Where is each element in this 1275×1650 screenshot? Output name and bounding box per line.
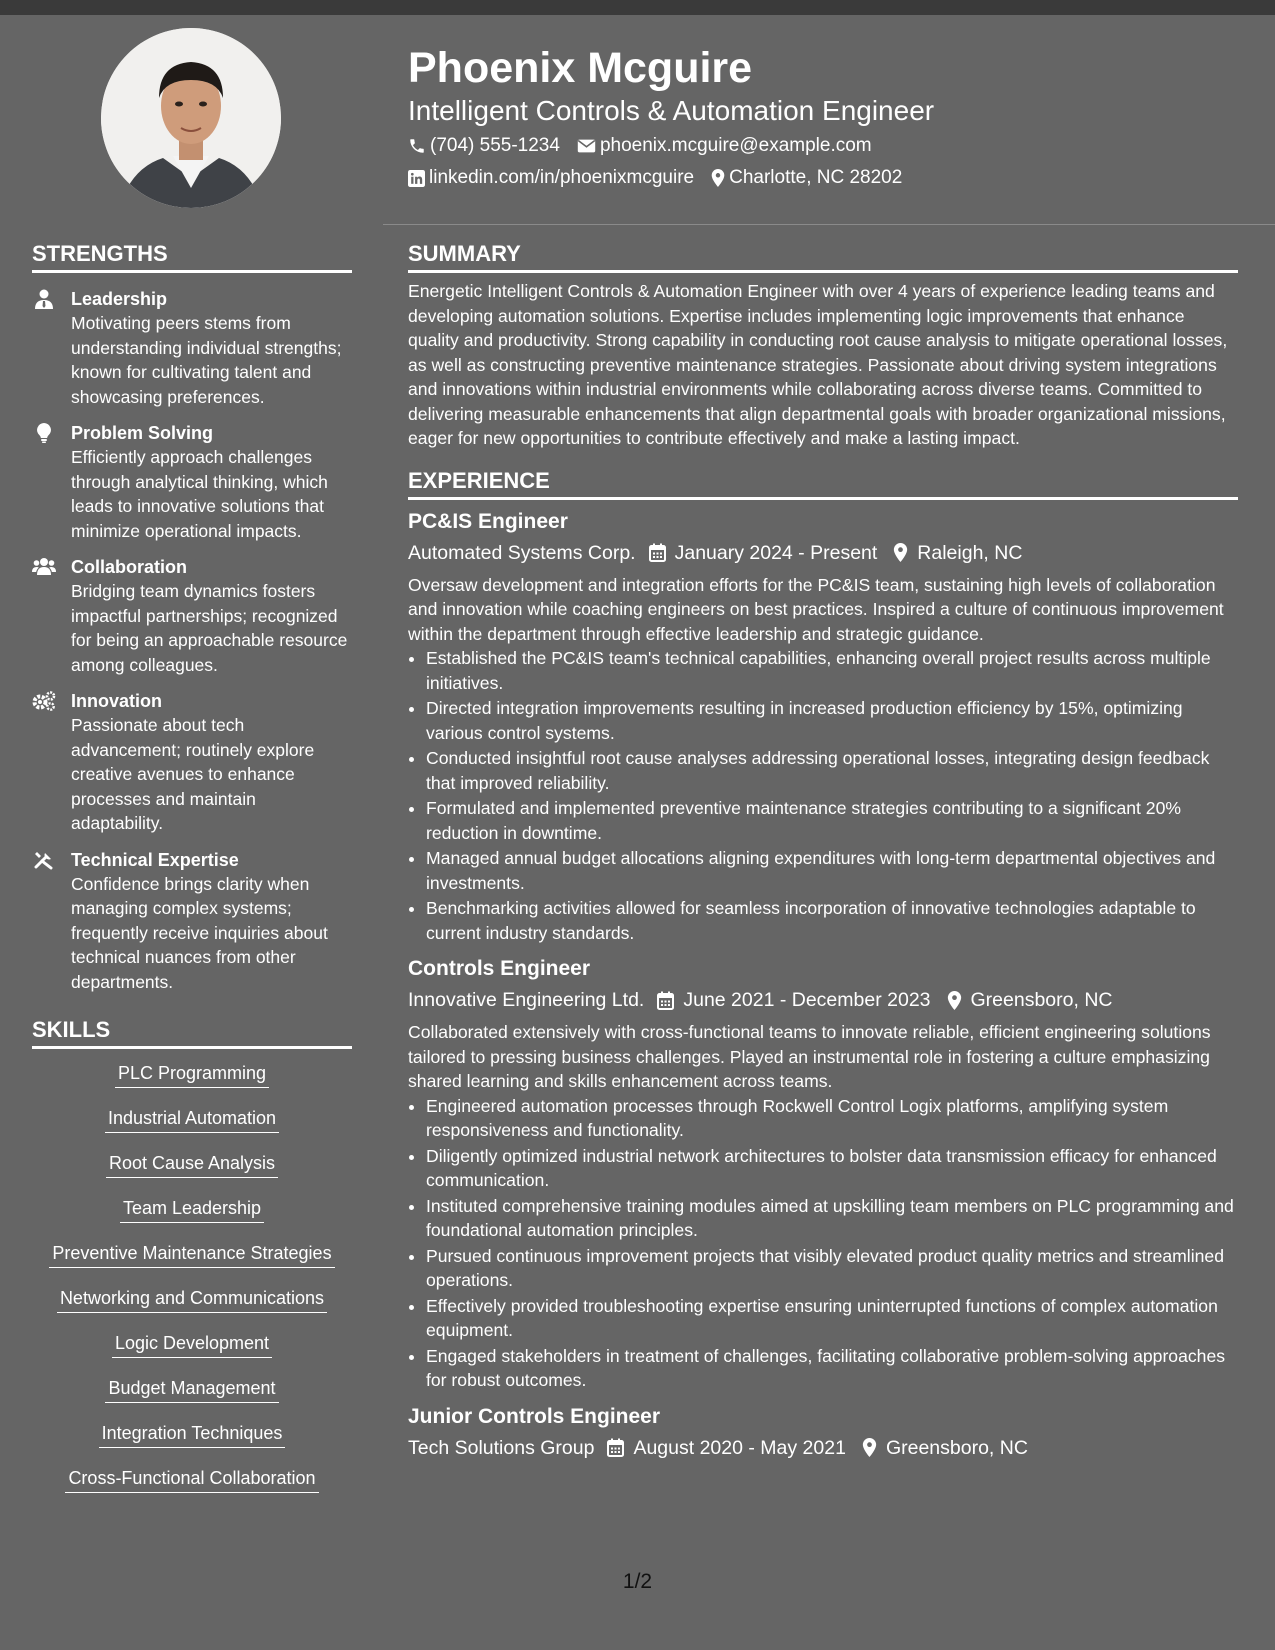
job-bullet: • Engineered automation processes through Rockwell Control Logix platforms, amplifying system responsiveness and functionality. — [426, 1094, 1238, 1143]
strength-title: Leadership — [71, 289, 168, 309]
skill-label: Networking and Communications — [57, 1286, 327, 1313]
job-company: Tech Solutions Group — [408, 1436, 595, 1459]
phone-item[interactable] — [408, 134, 560, 158]
strength-description: Passionate about tech advancement; routinely explore creative avenues to enhance processes and maintain adaptability. — [71, 715, 315, 833]
strength-description: Efficiently approach challenges through analytical thinking, which leads to innovative solutions that minimize operational impacts. — [71, 447, 328, 541]
skills-list — [32, 1055, 352, 1505]
location-text: Charlotte, NC 28202 — [729, 167, 903, 188]
skill-label: PLC Programming — [115, 1061, 269, 1088]
strength-item — [32, 689, 352, 836]
header-divider — [383, 224, 1275, 225]
job-dates: June 2021 - December 2023 — [683, 989, 931, 1011]
skill-label: Cross-Functional Collaboration — [65, 1466, 318, 1493]
strengths-heading: STRENGTHS — [32, 240, 352, 273]
job-bullet: • Directed integration improvements resulting in increased production efficiency by 15%, optimizing various control systems. — [426, 696, 1238, 745]
skill-label: Budget Management — [105, 1376, 278, 1403]
skill-label: Integration Techniques — [99, 1421, 286, 1448]
email-item[interactable] — [577, 134, 872, 158]
cogs-icon — [32, 691, 56, 711]
lightbulb-icon — [32, 423, 56, 443]
linkedin-item[interactable] — [408, 166, 694, 190]
strength-title: Innovation — [71, 691, 162, 711]
skill-label: Logic Development — [112, 1331, 272, 1358]
job-title: Controls Engineer — [408, 957, 591, 980]
job-location-item — [947, 987, 1113, 1013]
calendar-icon — [607, 1438, 624, 1457]
calendar-icon — [649, 543, 666, 562]
job-bullet: • Established the PC&IS team's technical capabilities, enhancing overall project results across multiple initiatives. — [426, 646, 1238, 695]
skill-item — [32, 1235, 352, 1280]
strength-item — [32, 421, 352, 543]
skill-item — [32, 1460, 352, 1505]
users-icon — [32, 557, 56, 577]
strength-title: Problem Solving — [71, 423, 214, 443]
linkedin-text: linkedin.com/in/phoenixmcguire — [429, 167, 695, 188]
job-title: PC&IS Engineer — [408, 509, 568, 533]
top-bar — [0, 0, 1275, 15]
job-bullet: • Managed annual budget allocations aligning expenditures with long-term departmental objectives and investments. — [426, 846, 1238, 895]
portrait-illustration — [101, 28, 281, 208]
email-text: phoenix.mcguire@example.com — [599, 135, 872, 156]
experience-heading: EXPERIENCE — [408, 467, 1238, 500]
phone-icon — [408, 137, 426, 155]
skill-label: Preventive Maintenance Strategies — [49, 1241, 334, 1268]
skill-item — [32, 1370, 352, 1415]
job-dates-item — [649, 540, 878, 566]
job-location-item — [862, 1435, 1028, 1461]
map-marker-icon — [947, 991, 962, 1010]
job-bullet: • Effectively provided troubleshooting expertise ensuring uninterrupted functions of complex automation equipment. — [426, 1294, 1238, 1343]
right-column — [408, 240, 1238, 1461]
strength-description: Motivating peers stems from understanding individual strengths; known for cultivating talent and showcasing preferences. — [71, 313, 342, 407]
job-dates-item — [657, 987, 930, 1013]
skill-item — [32, 1100, 352, 1145]
contact-row-1 — [408, 134, 889, 158]
job-location-item — [893, 540, 1022, 566]
strength-title: Technical Expertise — [71, 849, 239, 870]
job-entry — [408, 1403, 1238, 1461]
candidate-title: Intelligent Controls & Automation Engineer — [408, 95, 935, 126]
skill-item — [32, 1280, 352, 1325]
strength-title: Collaboration — [71, 557, 187, 577]
summary-text: Energetic Intelligent Controls & Automation Engineer with over 4 years of experience leading teams and developing automation solutions. Expertise includes implementing logic improvements that enhance quality and productivity. Strong capability in conducting root cause analysis to mitigate operational losses, as well as constructing preventive maintenance strategies. Passionate about driving system integrations and innovations within industrial environments while collaborating across diverse teams. Committed to delivering measurable enhancements that align departmental goals with broader organizational missions, eager for new opportunities to contribute effectively and make a lasting impact. — [408, 281, 1228, 448]
strength-item — [32, 848, 352, 995]
job-entry — [408, 508, 1238, 946]
job-location: Greensboro, NC — [970, 989, 1113, 1011]
map-marker-icon — [711, 169, 725, 187]
job-title: Junior Controls Engineer — [408, 1404, 661, 1428]
location-item — [711, 166, 902, 190]
job-bullet: • Conducted insightful root cause analyses addressing operational losses, integrating design feedback that improved reliability. — [426, 746, 1238, 795]
job-bullets — [408, 1094, 1238, 1393]
skill-label: Root Cause Analysis — [106, 1151, 278, 1178]
job-description: Collaborated extensively with cross-functional teams to innovate reliable, efficient engineering solutions tailored to pressing business challenges. Played an instrumental role in fostering a culture emphasizing shared learning and skills enhancement across teams. — [408, 1022, 1211, 1091]
job-location: Raleigh, NC — [917, 541, 1023, 564]
job-bullet: • Instituted comprehensive training modules aimed at upskilling team members on PLC programming and foundational automation principles. — [426, 1194, 1238, 1243]
job-company: Innovative Engineering Ltd. — [408, 989, 645, 1011]
skill-item — [32, 1325, 352, 1370]
summary-heading: SUMMARY — [408, 240, 1238, 273]
job-dates-item — [607, 1435, 845, 1461]
strength-description: Bridging team dynamics fosters impactful partnerships; recognized for being an approachable resource among colleagues. — [71, 581, 348, 675]
job-company: Automated Systems Corp. — [408, 541, 636, 564]
job-meta — [408, 540, 1238, 566]
phone-text: (704) 555-1234 — [430, 135, 560, 156]
strength-description: Confidence brings clarity when managing complex systems; frequently receive inquiries about technical nuances from other departments. — [71, 873, 328, 992]
job-bullet: • Benchmarking activities allowed for seamless incorporation of innovative technologies adaptable to current industry standards. — [426, 896, 1238, 945]
tools-icon — [32, 850, 56, 870]
envelope-icon — [577, 138, 596, 154]
job-bullet: • Pursued continuous improvement projects that visibly elevated product quality metrics and streamlined operations. — [426, 1244, 1238, 1293]
linkedin-icon — [408, 170, 425, 187]
job-meta — [408, 987, 1238, 1013]
skill-label: Team Leadership — [120, 1196, 264, 1223]
candidate-name: Phoenix Mcguire — [408, 44, 753, 92]
job-location: Greensboro, NC — [885, 1436, 1028, 1459]
job-meta — [408, 1435, 1238, 1461]
page-number: 1/2 — [622, 1570, 653, 1593]
skill-item — [32, 1145, 352, 1190]
job-description: Oversaw development and integration efforts for the PC&IS team, sustaining high levels of collaboration and innovation while coaching engineers on best practices. Inspired a culture of continuous improvement within the department through effective leadership and strategic guidance. — [408, 574, 1224, 644]
job-bullet: • Diligently optimized industrial network architectures to bolster data transmission efficacy for enhanced communication. — [426, 1144, 1238, 1193]
skill-item — [32, 1055, 352, 1100]
job-entry — [408, 955, 1238, 1393]
job-bullet: • Engaged stakeholders in treatment of challenges, facilitating collaborative problem-solving approaches for robust outcomes. — [426, 1344, 1238, 1393]
job-dates: August 2020 - May 2021 — [633, 1436, 846, 1459]
skill-item — [32, 1190, 352, 1235]
map-marker-icon — [893, 543, 908, 562]
left-column — [32, 240, 352, 1505]
skill-item — [32, 1415, 352, 1460]
skills-heading: SKILLS — [32, 1016, 352, 1049]
calendar-icon — [657, 991, 674, 1010]
job-dates: January 2024 - Present — [674, 541, 878, 564]
strength-item — [32, 287, 352, 409]
map-marker-icon — [862, 1438, 877, 1457]
profile-photo — [101, 28, 281, 208]
contact-row-2 — [408, 166, 919, 190]
strength-item — [32, 555, 352, 677]
skill-label: Industrial Automation — [105, 1106, 279, 1133]
user-tie-icon — [32, 289, 56, 309]
job-bullets — [408, 646, 1238, 945]
job-bullet: • Formulated and implemented preventive maintenance strategies contributing to a significant 20% reduction in downtime. — [426, 796, 1238, 845]
